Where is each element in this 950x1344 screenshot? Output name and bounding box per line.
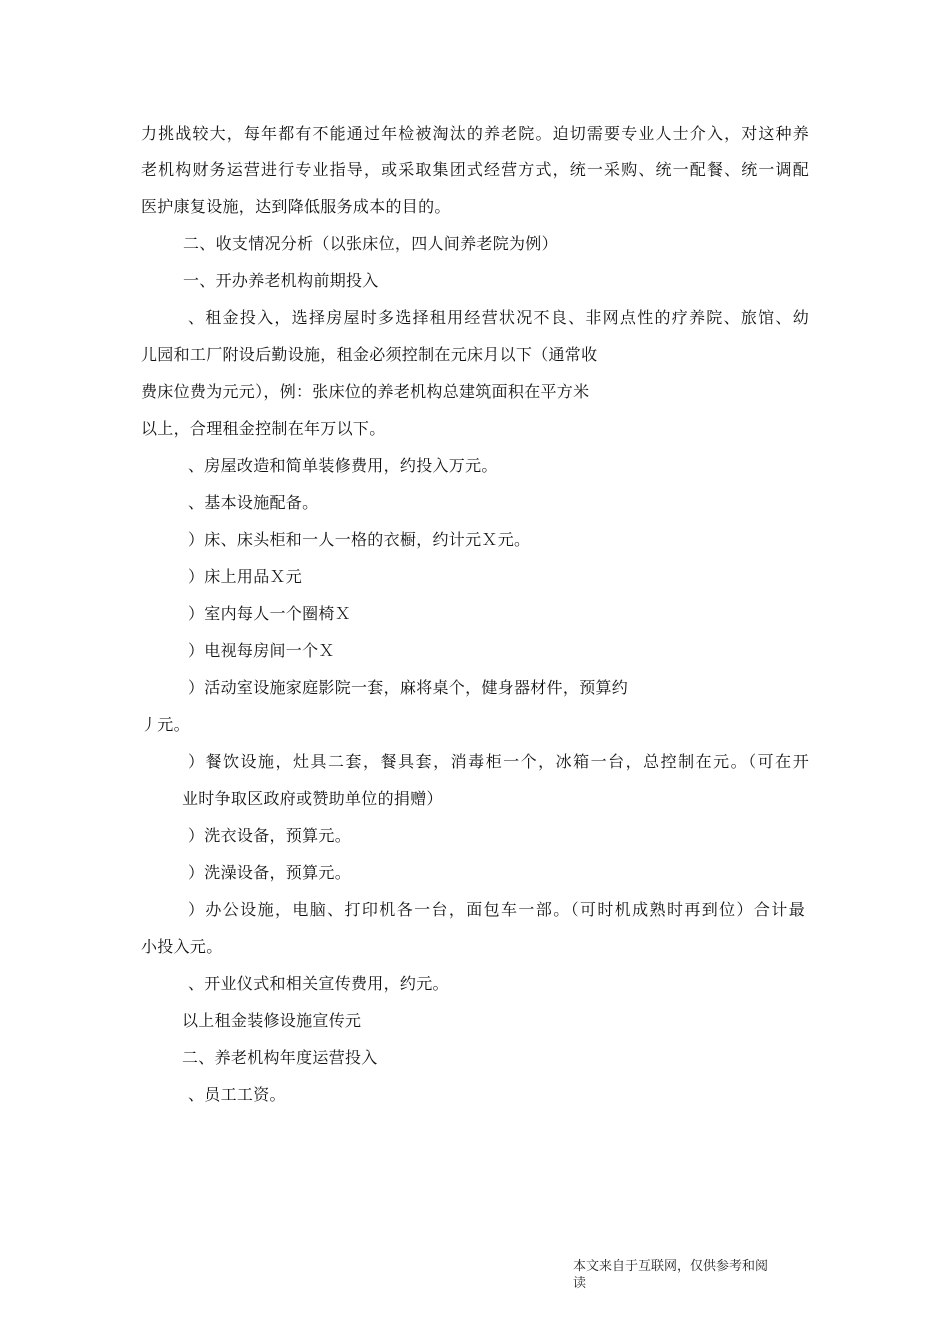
facility-tv: ）电视每房间一个Ｘ bbox=[188, 641, 335, 660]
facility-office-cont: 小投入元。 bbox=[141, 937, 223, 956]
paragraph-line-2: 老机构财务运营进行专业指导，或采取集团式经营方式，统一采购、统一配餐、统一调配 bbox=[141, 160, 809, 179]
facility-bedding: ）床上用品Ｘ元 bbox=[188, 567, 303, 586]
footer-note-line-1: 本文来自于互联网，仅供参考和阅 bbox=[573, 1259, 769, 1274]
facility-catering-cont: 业时争取区政府或赞助单位的捐赠） bbox=[182, 789, 443, 808]
facility-bathing: ）洗澡设备，预算元。 bbox=[188, 863, 352, 882]
footer-note-line-2: 读 bbox=[573, 1276, 587, 1291]
facility-activity-room: ）活动室设施家庭影院一套，麻将桌个，健身器材件，预算约 bbox=[188, 678, 629, 697]
facility-laundry: ）洗衣设备，预算元。 bbox=[188, 826, 352, 845]
rent-item-line-2: 儿园和工厂附设后勤设施，租金必须控制在元床月以下（通常收 bbox=[141, 345, 598, 364]
facility-office: ）办公设施，电脑、打印机各一台，面包车一部。（可时机成熟时再到位）合计最 bbox=[188, 900, 805, 919]
paragraph-line-3: 医护康复设施，达到降低服务成本的目的。 bbox=[141, 197, 451, 216]
opening-ceremony-item: 、开业仪式和相关宣传费用，约元。 bbox=[188, 974, 449, 993]
paragraph-line-1: 力挑战较大，每年都有不能通过年检被淘汰的养老院。迫切需要专业人士介入，对这种养 bbox=[141, 124, 809, 143]
rent-item-line-3: 费床位费为元元），例：张床位的养老机构总建筑面积在平方米 bbox=[141, 382, 590, 401]
subsection-heading-initial-investment: 一、开办养老机构前期投入 bbox=[183, 271, 379, 290]
section-heading-income-expense: 二、收支情况分析（以张床位，四人间养老院为例） bbox=[183, 234, 558, 253]
subsection-heading-annual-operation: 二、养老机构年度运营投入 bbox=[182, 1048, 378, 1067]
subtotal-line: 以上租金装修设施宣传元 bbox=[182, 1011, 362, 1030]
rent-item-line-4: 以上，合理租金控制在年万以下。 bbox=[141, 419, 386, 438]
staff-salary-item: 、员工工资。 bbox=[188, 1085, 286, 1104]
facility-bed: ）床、床头柜和一人一格的衣橱，约计元Ｘ元。 bbox=[188, 530, 531, 549]
renovation-item: 、房屋改造和简单装修费用，约投入万元。 bbox=[188, 456, 498, 475]
footer-note bbox=[573, 1258, 793, 1292]
rent-item-line-1: 、租金投入，选择房屋时多选择租用经营状况不良、非网点性的疗养院、旅馆、幼 bbox=[188, 308, 809, 327]
facility-activity-room-cont: 丿元。 bbox=[141, 715, 190, 734]
facility-chair: ）室内每人一个圈椅Ｘ bbox=[188, 604, 352, 623]
facility-catering: ）餐饮设施，灶具二套，餐具套，消毒柜一个，冰箱一台，总控制在元。（可在开 bbox=[188, 752, 809, 771]
basic-facilities-item: 、基本设施配备。 bbox=[188, 493, 319, 512]
